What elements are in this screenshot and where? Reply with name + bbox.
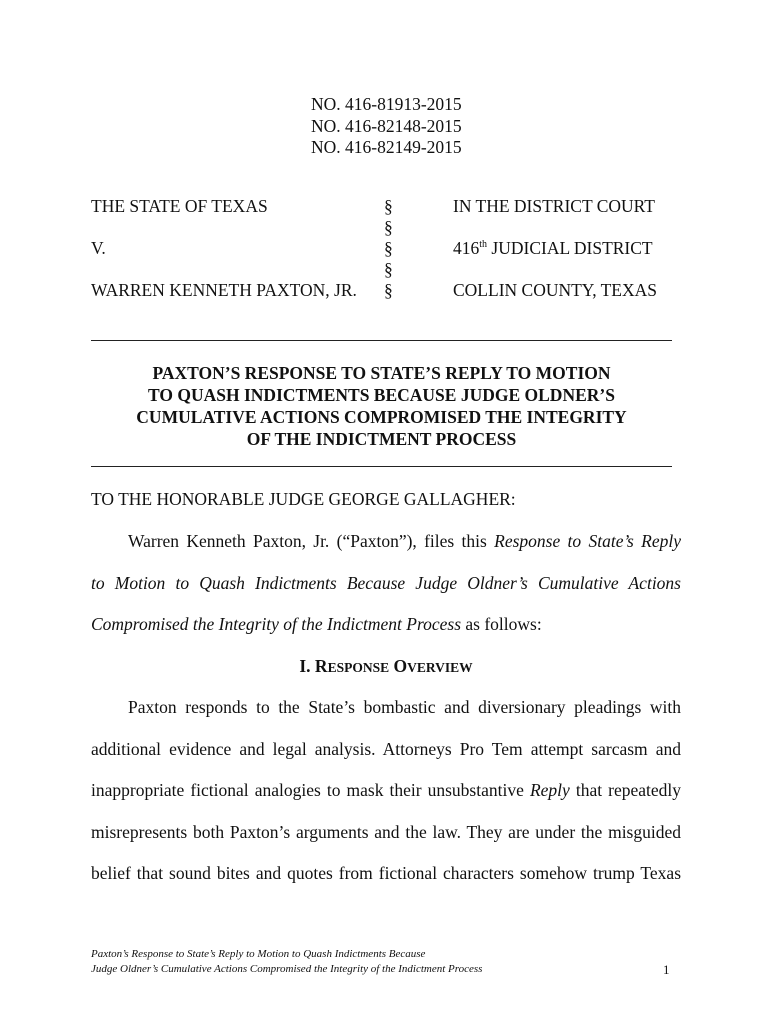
intro-text: as follows: bbox=[461, 614, 542, 634]
footer-line: Paxton’s Response to State’s Reply to Motion to Quash Indictments Because bbox=[91, 948, 426, 960]
heading-smallcaps: VERVIEW bbox=[407, 660, 473, 675]
text-line: belief that sound bites and quotes from fictional characters somehow trump Texas bbox=[91, 863, 681, 883]
page-number: 1 bbox=[663, 962, 670, 977]
title-line: TO QUASH INDICTMENTS BECAUSE JUDGE OLDNER’S bbox=[148, 385, 615, 405]
section-mark: § bbox=[384, 238, 393, 258]
caption-row bbox=[91, 196, 691, 217]
section-mark: § bbox=[384, 259, 393, 279]
caption-county: COLLIN COUNTY, TEXAS bbox=[453, 280, 658, 300]
body-paragraph bbox=[91, 697, 681, 905]
salutation: TO THE HONORABLE JUDGE GEORGE GALLAGHER: bbox=[91, 489, 516, 509]
section-mark: § bbox=[384, 196, 393, 216]
title-line: CUMULATIVE ACTIONS COMPROMISED THE INTEGRITY bbox=[136, 407, 627, 427]
case-numbers bbox=[311, 94, 462, 159]
body-italic: Reply bbox=[529, 780, 570, 800]
case-number: NO. 416-81913-2015 bbox=[311, 94, 462, 114]
case-number: NO. 416-82148-2015 bbox=[311, 115, 462, 136]
caption-party: THE STATE OF TEXAS bbox=[91, 196, 268, 216]
horizontal-rule bbox=[91, 466, 672, 467]
caption-versus: V. bbox=[91, 238, 106, 258]
text-line bbox=[91, 614, 681, 656]
horizontal-rule bbox=[91, 340, 672, 341]
footer-line: Judge Oldner’s Cumulative Actions Compromised the Integrity of the Indictment Process bbox=[91, 963, 483, 975]
intro-paragraph bbox=[91, 531, 681, 656]
heading-initial: O bbox=[393, 656, 408, 676]
intro-italic: Compromised the Integrity of the Indictment Process bbox=[91, 614, 462, 634]
text-line: Paxton responds to the State’s bombastic and diversionary pleadings with bbox=[128, 697, 681, 717]
text-line: misrepresents both Paxton’s arguments and the law. They are under the misguided bbox=[91, 821, 681, 842]
section-heading bbox=[91, 656, 681, 677]
caption-row bbox=[91, 238, 691, 259]
document-title bbox=[91, 362, 672, 450]
ordinal-suffix: th bbox=[479, 239, 488, 251]
text-line bbox=[91, 531, 681, 573]
section-mark: § bbox=[384, 217, 393, 237]
intro-text: Warren Kenneth Paxton, Jr. (“Paxton”), files this bbox=[128, 531, 487, 551]
body-text: that repeatedly bbox=[569, 780, 681, 800]
text-line bbox=[91, 780, 681, 822]
caption-row bbox=[91, 280, 691, 301]
caption-row bbox=[91, 217, 691, 238]
caption-court: IN THE DISTRICT COURT bbox=[453, 196, 655, 216]
district-number: 416 bbox=[453, 238, 480, 258]
page-footer bbox=[91, 947, 681, 977]
heading-initial: R bbox=[314, 656, 328, 676]
text-line bbox=[91, 573, 681, 615]
caption-defendant: WARREN KENNETH PAXTON, JR. bbox=[91, 280, 357, 300]
caption-row bbox=[91, 259, 691, 280]
case-number: NO. 416-82149-2015 bbox=[311, 137, 462, 157]
body-text: inappropriate fictional analogies to mask their unsubstantive bbox=[91, 780, 524, 800]
caption-district bbox=[453, 238, 653, 259]
title-line: PAXTON’S RESPONSE TO STATE’S REPLY TO MOTION bbox=[152, 363, 611, 383]
intro-italic: to Motion to Quash Indictments Because Judge Oldner’s Cumulative Actions bbox=[91, 572, 681, 593]
intro-italic: Response to State’s Reply bbox=[494, 531, 682, 551]
section-mark: § bbox=[384, 280, 393, 300]
title-line: OF THE INDICTMENT PROCESS bbox=[246, 429, 517, 449]
heading-numeral: I. bbox=[299, 656, 311, 676]
text-line: additional evidence and legal analysis. Attorneys Pro Tem attempt sarcasm and bbox=[91, 738, 681, 759]
district-label: JUDICIAL DISTRICT bbox=[487, 238, 653, 258]
heading-smallcaps: ESPONSE bbox=[327, 660, 390, 675]
case-caption bbox=[91, 196, 691, 301]
